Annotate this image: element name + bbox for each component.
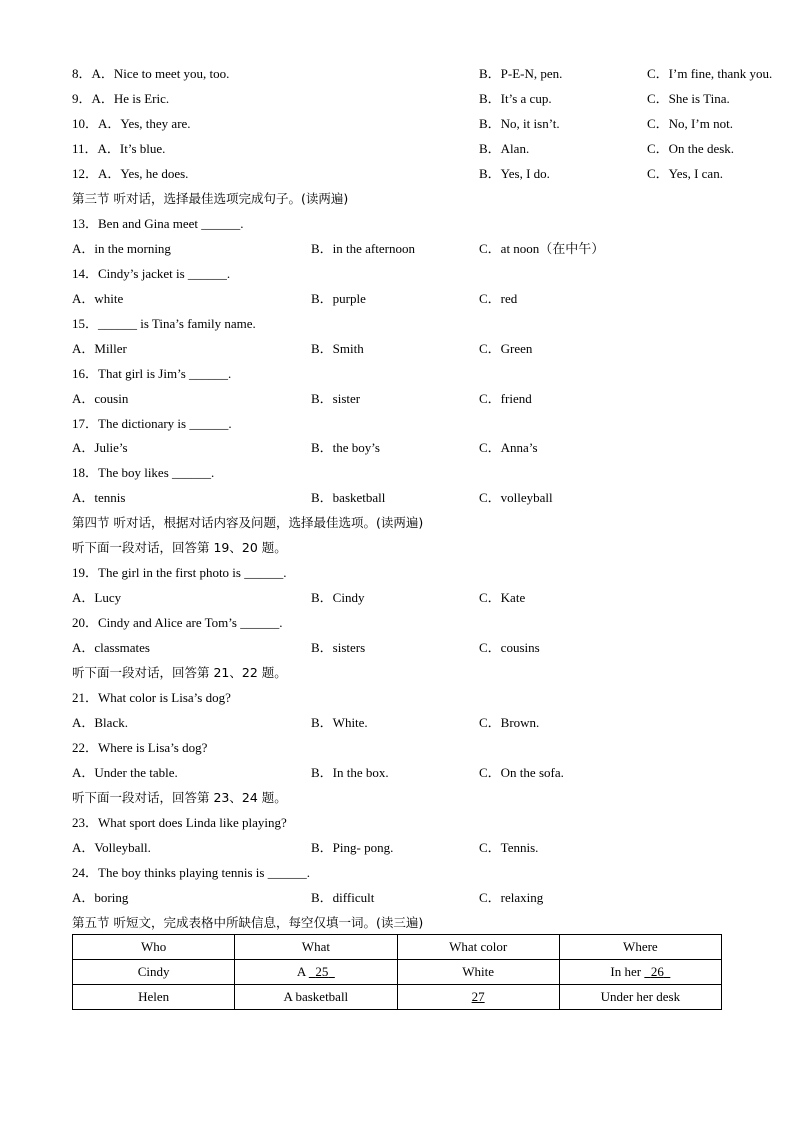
option-a: A．boring [72,890,129,905]
question-19-stem: 19．The girl in the first photo is ______. [72,565,287,580]
option-c: C．relaxing [479,890,544,905]
option-c: C．Brown. [479,715,540,730]
option-c: C．On the desk. [647,141,735,156]
dialogue-intro-21-22: 听下面一段对话，回答第 21、22 题。 [72,665,287,680]
option-c: C．Green [479,341,533,356]
cell-what [235,960,397,985]
option-c: C．Kate [479,590,526,605]
option-a: 11．A．It’s blue. [72,141,166,156]
blank-25 [309,964,335,979]
blank-27: 27 [471,989,485,1004]
option-a: A．Miller [72,341,127,356]
option-b: B．White. [311,715,368,730]
cell-who: Helen [73,985,235,1010]
option-b: B．No, it isn’t. [479,116,560,131]
option-b: B．in the afternoon [311,241,415,256]
question-15-stem: 15．______ is Tina’s family name. [72,316,256,331]
question-16-stem: 16．That girl is Jim’s ______. [72,366,232,381]
option-b: B．Cindy [311,590,365,605]
option-a: A．Volleyball. [72,840,151,855]
question-18-stem: 18．The boy likes ______. [72,465,215,480]
question-11 [72,136,735,161]
option-c: C．at noon（在中午） [479,241,605,256]
option-c: C．red [479,291,518,306]
option-c: C．She is Tina. [647,91,730,106]
question-22-options [72,760,564,785]
option-b: B．purple [311,291,366,306]
option-c: C．I’m fine, thank you. [647,66,773,81]
question-10 [72,111,733,136]
question-9 [72,86,730,111]
question-21-options [72,710,540,735]
option-c: C．On the sofa. [479,765,564,780]
option-b: B．basketball [311,490,386,505]
question-18-options [72,485,553,510]
cell-color [397,985,559,1010]
cell-what-prefix: A [296,964,306,979]
question-13-stem: 13．Ben and Gina meet ______. [72,216,244,231]
info-table [72,934,722,1010]
cell-where: Under her desk [559,985,721,1010]
blank-25-number: 25 [315,964,329,979]
question-13-options [72,236,605,261]
option-b: B．Smith [311,341,364,356]
question-15-options [72,336,533,361]
question-21-stem: 21．What color is Lisa’s dog? [72,690,231,705]
option-b: B．Alan. [479,141,530,156]
question-23-options [72,835,539,860]
option-c: C．volleyball [479,490,553,505]
cell-color: White [397,960,559,985]
question-20-options [72,635,540,660]
option-a: A．cousin [72,391,129,406]
question-24-stem: 24．The boy thinks playing tennis is ______. [72,865,310,880]
option-a: 9．A．He is Eric. [72,91,170,106]
option-b: B．sister [311,391,361,406]
option-a: A．in the morning [72,241,171,256]
blank-26-number: 26 [650,964,664,979]
cell-where-prefix: In her [610,964,642,979]
option-a: A．Black. [72,715,128,730]
option-b: B．sisters [311,640,366,655]
option-b: B．the boy’s [311,440,380,455]
option-c: C．Tennis. [479,840,539,855]
section-3-heading: 第三节 听对话，选择最佳选项完成句子。(读两遍) [72,191,349,206]
option-c: C．Yes, I can. [647,166,723,181]
header-who: Who [73,935,235,960]
option-a: 8．A．Nice to meet you, too. [72,66,230,81]
table-header-row [73,935,722,960]
question-14-stem: 14．Cindy’s jacket is ______. [72,266,231,281]
question-20-stem: 20．Cindy and Alice are Tom’s ______. [72,615,283,630]
question-14-options [72,286,518,311]
option-c: C．friend [479,391,532,406]
question-16-options [72,386,532,411]
dialogue-intro-19-20: 听下面一段对话，回答第 19、20 题。 [72,540,287,555]
option-a: A．Under the table. [72,765,178,780]
cell-where [559,960,721,985]
option-b: B．P-E-N, pen. [479,66,563,81]
section-4-heading: 第四节 听对话，根据对话内容及问题，选择最佳选项。(读两遍) [72,515,424,530]
option-b: B．In the box. [311,765,389,780]
option-a: A．Lucy [72,590,122,605]
cell-what: A basketball [235,985,397,1010]
option-b: B．It’s a cup. [479,91,552,106]
option-c: C．Anna’s [479,440,538,455]
table-row [73,960,722,985]
option-b: B．Yes, I do. [479,166,550,181]
option-c: C．cousins [479,640,540,655]
question-19-options [72,585,526,610]
question-24-options [72,885,544,910]
option-a: 12．A．Yes, he does. [72,166,189,181]
option-b: B．Ping- pong. [311,840,394,855]
question-8 [72,61,773,86]
question-23-stem: 23．What sport does Linda like playing? [72,815,287,830]
header-where: Where [559,935,721,960]
header-what-color: What color [397,935,559,960]
option-a: 10．A．Yes, they are. [72,116,191,131]
header-what: What [235,935,397,960]
question-17-options [72,435,538,460]
question-12 [72,161,723,186]
cell-who: Cindy [73,960,235,985]
question-17-stem: 17．The dictionary is ______. [72,416,232,431]
option-b: B．difficult [311,890,375,905]
option-c: C．No, I’m not. [647,116,733,131]
option-a: A．tennis [72,490,126,505]
blank-26 [644,964,670,979]
table-row [73,985,722,1010]
section-5-heading: 第五节 听短文，完成表格中所缺信息，每空仅填一词。(读三遍) [72,915,424,930]
option-a: A．Julie’s [72,440,128,455]
option-a: A．classmates [72,640,150,655]
question-22-stem: 22．Where is Lisa’s dog? [72,740,208,755]
option-a: A．white [72,291,124,306]
dialogue-intro-23-24: 听下面一段对话，回答第 23、24 题。 [72,790,287,805]
